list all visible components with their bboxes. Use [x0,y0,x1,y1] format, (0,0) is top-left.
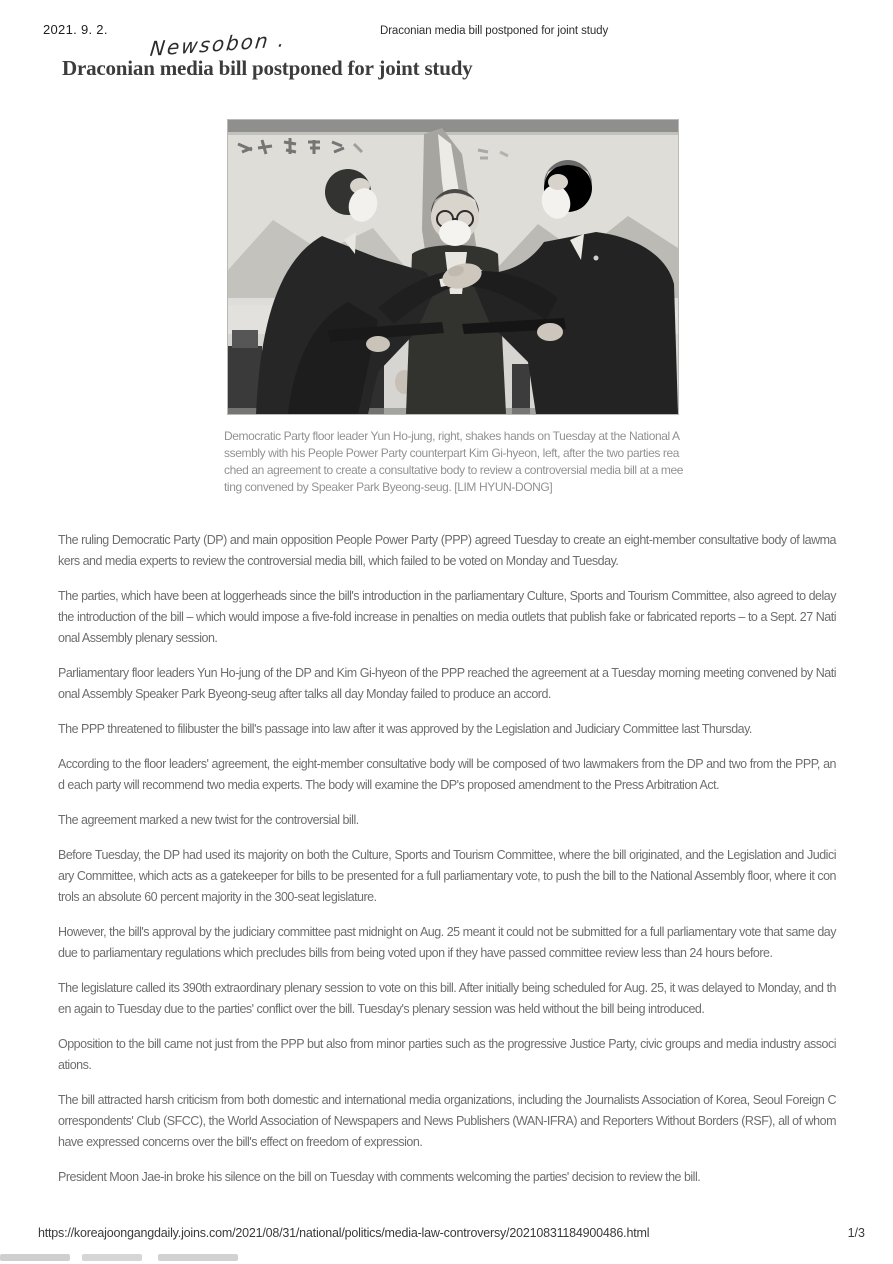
photo-caption: Democratic Party floor leader Yun Ho-jung, right, shakes hands on Tuesday at the National Assembly with his People Power Party counterpart Kim Gi-hyeon, left, after the two parties reached an agreement to create a consultative body to review a controversial media bill at a meeting convened by Speaker Park Byeong-seug. [LIM HYUN-DONG] [224,429,684,494]
paragraph: The legislature called its 390th extraordinary plenary session to vote on this bill. After initially being scheduled for Aug. 25, it was delayed to Monday, and then again to Tuesday due to the parties' conflict over the bill. Tuesday's plenary session was held without the bill being introduced. [58,981,836,1016]
paragraph: Before Tuesday, the DP had used its majority on both the Culture, Sports and Tourism Committee, where the bill originated, and the Legislation and Judiciary Committee, which acts as a gatekeeper for bills to be presented for a full parliamentary vote, to push the bill to the National Assembly floor, where it controls an absolute 60 percent majority in the 300-seat legislature. [58,848,836,904]
page-indicator: 1/3 [847,1226,865,1240]
paragraph: The PPP threatened to filibuster the bill's passage into law after it was approved by the Legislation and Judiciary Committee last Thursday. [58,722,752,736]
paragraph: President Moon Jae-in broke his silence on the bill on Tuesday with comments welcoming the parties' decision to review the bill. [58,1170,701,1184]
article-headline: Draconian media bill postponed for joint study [62,56,473,80]
article-photo [228,120,678,414]
photo-illustration [228,120,678,414]
print-header-title: Draconian media bill postponed for joint study [380,25,609,37]
paragraph: The parties, which have been at loggerheads since the bill's introduction in the parliamentary Culture, Sports and Tourism Committee, also agreed to delay the introduction of the bill – which would impose a five-fold increase in penalties on media outlets that publish fake or fabricated reports – to a Sept. 27 National Assembly plenary session. [58,589,836,645]
paragraph: The ruling Democratic Party (DP) and main opposition People Power Party (PPP) agreed Tuesday to create an eight-member consultative body of lawmakers and media experts to review the controversial media bill, which failed to be voted on Monday and Tuesday. [58,533,836,568]
paragraph: Opposition to the bill came not just from the PPP but also from minor parties such as the progressive Justice Party, civic groups and media industry associations. [58,1037,836,1072]
footer-url: https://koreajoongangdaily.joins.com/2021/08/31/national/politics/media-law-controversy/20210831184900486.html [38,1226,650,1240]
paragraph: Parliamentary floor leaders Yun Ho-jung of the DP and Kim Gi-hyeon of the PPP reached the agreement at a Tuesday morning meeting convened by National Assembly Speaker Park Byeong-seug after talks all day Monday failed to produce an accord. [58,666,836,701]
paragraph: According to the floor leaders' agreement, the eight-member consultative body will be composed of two lawmakers from the DP and two from the PPP, and each party will recommend two media experts. The body will examine the DP's proposed amendment to the Press Arbitration Act. [58,757,836,792]
paragraph: The bill attracted harsh criticism from both domestic and international media organizations, including the Journalists Association of Korea, Seoul Foreign Correspondents' Club (SFCC), the World Association of Newspapers and News Publishers (WAN-IFRA) and Reporters Without Borders (RSF), all of whom have expressed concerns over the bill's effect on freedom of expression. [58,1093,836,1149]
handwritten-annotation: Newsobon . [148,27,288,61]
paragraph: The agreement marked a new twist for the controversial bill. [58,813,359,827]
article-body [58,530,836,1202]
print-header-date: 2021. 9. 2. [43,22,108,37]
paragraph: However, the bill's approval by the judiciary committee past midnight on Aug. 25 meant it could not be submitted for a full parliamentary vote that same day due to parliamentary regulations which precludes bills from being voted upon if they have passed committee review less than 24 hours before. [58,925,836,960]
